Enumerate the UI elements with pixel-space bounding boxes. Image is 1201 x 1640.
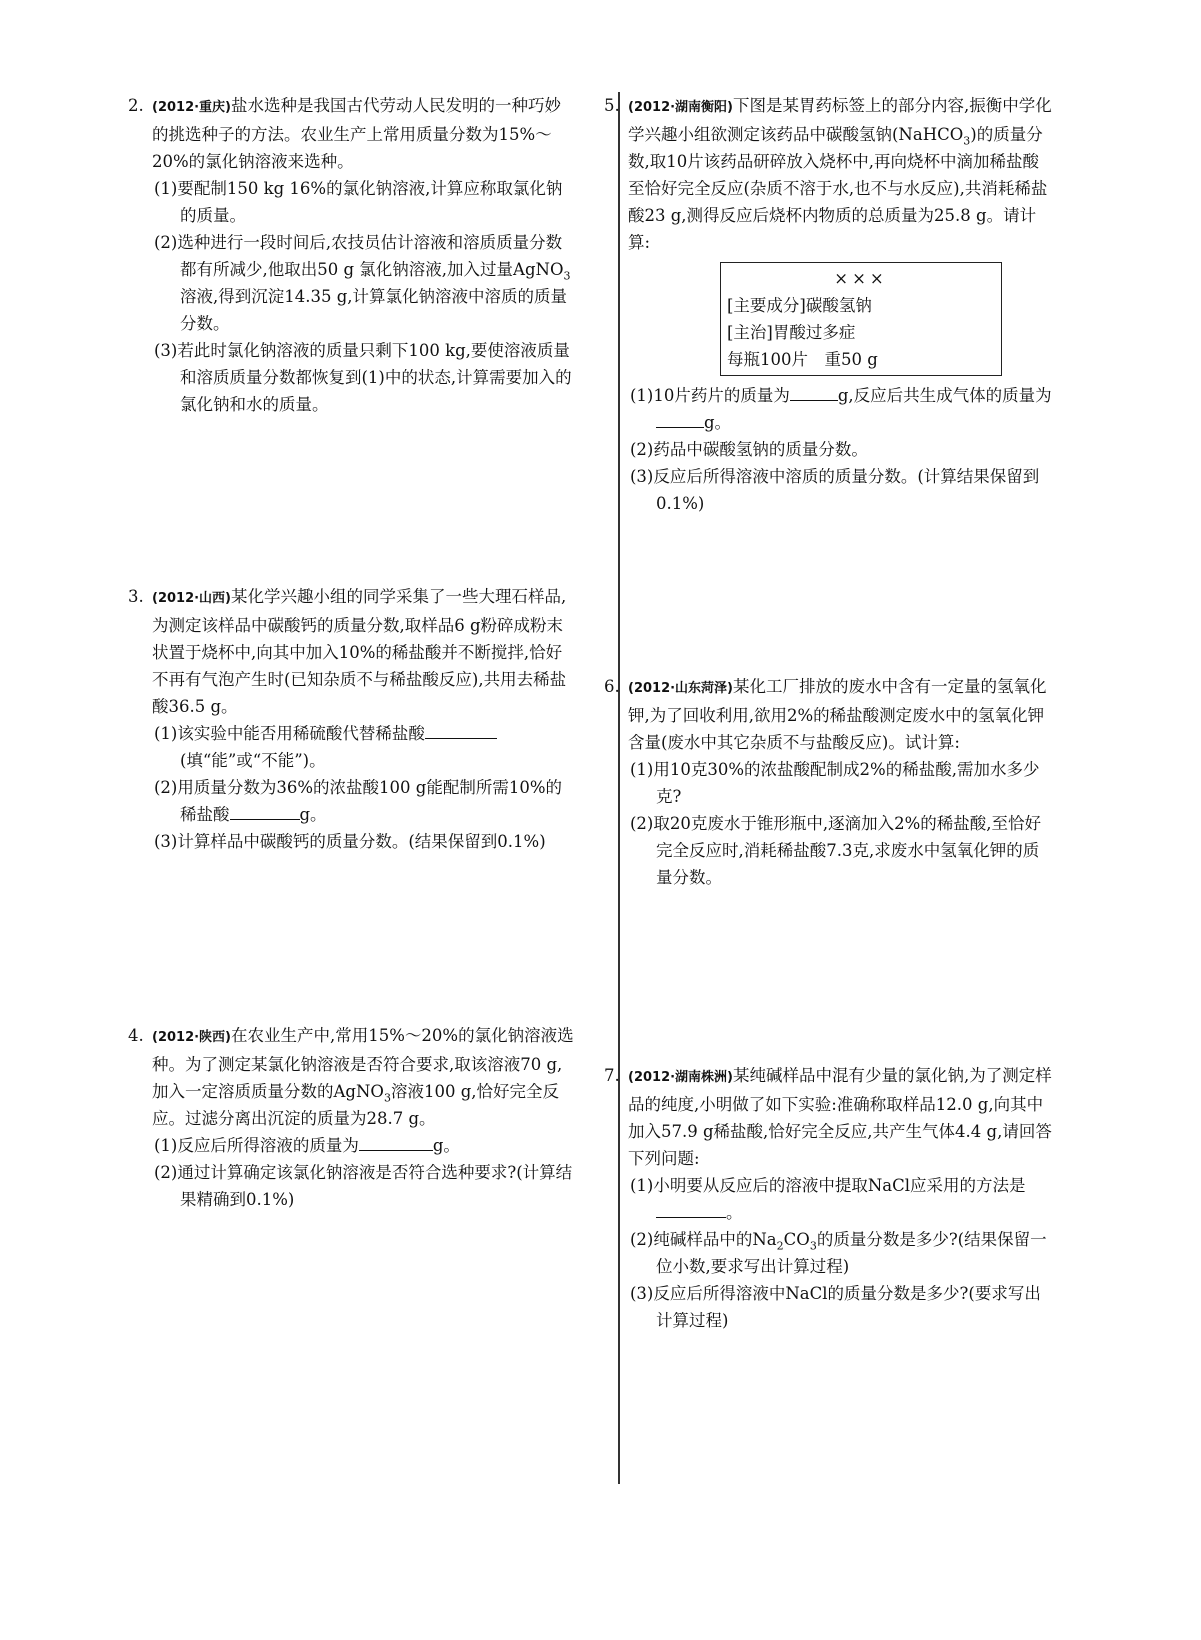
question-3-sub-3: (3)计算样品中碳酸钙的质量分数。(结果保留到0.1%): [154, 832, 546, 851]
question-3-sub-1: (1)该实验中能否用稀硫酸代替稀盐酸(填“能”或“不能”)。: [128, 720, 574, 774]
label-quantity: 每瓶100片 重50 g: [727, 350, 878, 369]
question-4-sub-1: (1)反应后所得溶液的质量为 g。: [154, 1136, 460, 1155]
source-tag: (2012·山东菏泽): [628, 681, 734, 696]
question-6-sub-1: (1)用10克30%的浓盐酸配制成2%的稀盐酸,需加水多少克?: [630, 760, 1040, 806]
answer-blank[interactable]: [359, 1134, 433, 1151]
answer-blank[interactable]: [790, 384, 838, 401]
answer-blank[interactable]: [425, 722, 497, 739]
question-4: [128, 1022, 574, 1213]
question-7-stem: 7. (2012·湖南株洲)某纯碱样品中混有少量的氯化钠,为了测定样品的纯度,小明做了如下实验:准确称取样品12.0 g,向其中加入57.9 g稀盐酸,恰好完全反应,共产生气体4.4 g,请回答下列问题:: [604, 1062, 1052, 1172]
question-6-sub-2: (2)取20克废水于锥形瓶中,逐滴加入2%的稀盐酸,至恰好完全反应时,消耗稀盐酸7.3克,求废水中氢氧化钾的质量分数。: [630, 814, 1042, 887]
question-5-sub-2: (2)药品中碳酸氢钠的质量分数。: [630, 440, 868, 459]
question-number: 3.: [128, 587, 144, 606]
question-5: [604, 92, 1052, 517]
question-3-sub-2: (2)用质量分数为36%的浓盐酸100 g能配制所需10%的稀盐酸 g。: [154, 778, 563, 824]
question-4-sub-2: (2)通过计算确定该氯化钠溶液是否符合选种要求?(计算结果精确到0.1%): [154, 1163, 573, 1209]
source-tag: (2012·重庆): [152, 100, 232, 115]
question-7-sub-1: (1)小明要从反应后的溶液中提取NaCl应采用的方法是。: [630, 1176, 1026, 1222]
source-tag: (2012·湖南株洲): [628, 1070, 734, 1085]
question-2-stem: 2. (2012·重庆)盐水选种是我国古代劳动人民发明的一种巧妙的挑选种子的方法。农业生产上常用质量分数为15%～20%的氯化钠溶液来选种。: [128, 92, 574, 175]
question-4-stem: 4. (2012·陕西)在农业生产中,常用15%～20%的氯化钠溶液选种。为了测定某氯化钠溶液是否符合要求,取该溶液70 g,加入一定溶质质量分数的AgNO$_3$溶液100 g,恰好完全反应。过滤分离出沉淀的质量为28.7 g。: [128, 1022, 574, 1132]
question-2-sub-2: (2)选种进行一段时间后,农技员估计溶液和溶质质量分数都有所减少,他取出50 g 氯化钠溶液,加入过量AgNO$_3$溶液,得到沉淀14.35 g,计算氯化钠溶液中溶质的质量分数。: [154, 233, 571, 333]
answer-blank[interactable]: [656, 1201, 726, 1218]
question-7: [604, 1062, 1052, 1334]
question-7-sub-2: (2)纯碱样品中的$Na_2CO_3$的质量分数是多少?(结果保留一位小数,要求写出计算过程): [630, 1230, 1047, 1276]
question-7-sub-3: (3)反应后所得溶液中NaCl的质量分数是多少?(要求写出计算过程): [630, 1284, 1041, 1330]
source-tag: (2012·山西): [152, 591, 232, 606]
label-title: ×××: [834, 269, 888, 288]
question-2: [128, 92, 574, 418]
label-indication: [主治]胃酸过多症: [727, 323, 856, 342]
question-6-stem: 6. (2012·山东菏泽)某化工厂排放的废水中含有一定量的氢氧化钾,为了回收利用,欲用2%的稀盐酸测定废水中的氢氧化钾含量(废水中其它杂质不与盐酸反应)。试计算:: [604, 673, 1052, 756]
medicine-label-box: [720, 262, 1002, 376]
question-5-sub-3: (3)反应后所得溶液中溶质的质量分数。(计算结果保留到0.1%): [630, 467, 1040, 513]
label-ingredient: [主要成分]碳酸氢钠: [727, 296, 872, 315]
question-number: 6.: [604, 677, 620, 696]
question-2-sub-1: (1)要配制150 kg 16%的氯化钠溶液,计算应称取氯化钠的质量。: [154, 179, 563, 225]
question-2-sub-3: (3)若此时氯化钠溶液的质量只剩下100 kg,要使溶液质量和溶质质量分数都恢复到(1)中的状态,计算需要加入的氯化钠和水的质量。: [154, 341, 572, 414]
source-tag: (2012·陕西): [152, 1030, 232, 1045]
answer-blank[interactable]: [656, 411, 704, 428]
question-3-stem: 3. (2012·山西)某化学兴趣小组的同学采集了一些大理石样品,为测定该样品中碳酸钙的质量分数,取样品6 g粉碎成粉末状置于烧杯中,向其中加入10%的稀盐酸并不断搅拌,恰好不再有气泡产生时(已知杂质不与稀盐酸反应),共用去稀盐酸36.5 g。: [128, 583, 574, 720]
source-tag: (2012·湖南衡阳): [628, 100, 734, 115]
question-3: [128, 583, 574, 855]
question-5-sub-1: (1)10片药片的质量为 g,反应后共生成气体的质量为g。: [630, 386, 1052, 432]
question-number: 4.: [128, 1026, 144, 1045]
question-number: 5.: [604, 96, 620, 115]
question-number: 2.: [128, 96, 144, 115]
question-5-stem: 5. (2012·湖南衡阳)下图是某胃药标签上的部分内容,振衡中学化学兴趣小组欲测定该药品中碳酸氢钠(NaHCO$_3$)的质量分数,取10片该药品研碎放入烧杯中,再向烧杯中滴加稀盐酸至恰好完全反应(杂质不溶于水,也不与水反应),共消耗稀盐酸23 g,测得反应后烧杯内物质的总质量为25.8 g。请计算:: [604, 92, 1052, 256]
answer-blank[interactable]: [230, 803, 300, 820]
question-number: 7.: [604, 1066, 620, 1085]
question-6: [604, 673, 1052, 891]
